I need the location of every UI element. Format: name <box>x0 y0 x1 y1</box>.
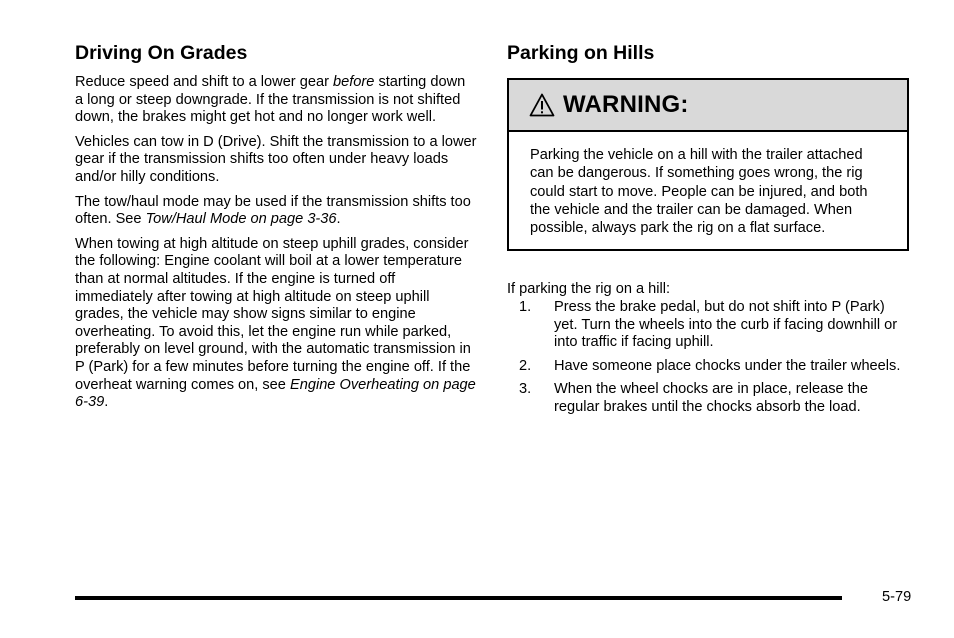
warning-text: Parking the vehicle on a hill with the trailer attached can be dangerous. If something goes wrong, the rig could start to move. People can be injured, and both the vehicle and the trailer can be damaged. When possible, always park the rig on a flat surface. <box>530 147 868 237</box>
page-number: 5-79 <box>882 589 912 605</box>
list-item: 1. Press the brake pedal, but do not shift into P (Park) yet. Turn the wheels into the curb if facing downhill or into traffic if facing uphill. <box>519 299 898 351</box>
warning-triangle-icon <box>529 93 555 117</box>
section-heading-driving-on-grades: Driving On Grades <box>75 42 248 64</box>
left-column <box>75 40 477 419</box>
list-item: 3. When the wheel chocks are in place, release the regular brakes until the chocks absorb the load. <box>519 381 868 416</box>
warning-box <box>507 78 909 251</box>
cross-reference-tow-haul: Tow/Haul Mode on page 3-36 <box>145 211 337 228</box>
paragraph-tow-haul-mode: The tow/haul mode may be used if the transmission shifts too often. See Tow/Haul Mode on page 3-36. <box>75 193 471 228</box>
right-column <box>507 40 909 423</box>
paragraph-lower-gear: Reduce speed and shift to a lower gear before starting down a long or steep downgrade. If the transmission is not shifted down, the brakes might get hot and no longer work well. <box>75 74 466 126</box>
list-item: 2. Have someone place chocks under the trailer wheels. <box>519 357 901 374</box>
warning-header <box>509 80 907 132</box>
section-heading-parking-on-hills: Parking on Hills <box>507 42 655 64</box>
warning-title: WARNING: <box>563 91 689 118</box>
steps-list <box>507 299 909 417</box>
steps-intro: If parking the rig on a hill: <box>507 281 671 298</box>
paragraph-tow-in-drive: Vehicles can tow in D (Drive). Shift the transmission to a lower gear if the transmission shifts too often under heavy loads and/or hilly conditions. <box>75 133 477 185</box>
footer-rule <box>75 596 842 600</box>
cross-reference-engine-overheating: Engine Overheating on page 6-39 <box>75 376 476 411</box>
paragraph-high-altitude: When towing at high altitude on steep uphill grades, consider the following: Engine coolant will boil at a lower temperature than at normal altitudes. If the engine is turned off immediately after towing at high altitude on steep uphill grades, the vehicle may show signs similar to engine overheating. To avoid this, let the engine run while parked, preferably on level ground, with the automatic transmission in P (Park) for a few minutes before turning the engine off. If the overheat warning comes on, see Engine Overheating on page 6-39. <box>75 235 476 411</box>
